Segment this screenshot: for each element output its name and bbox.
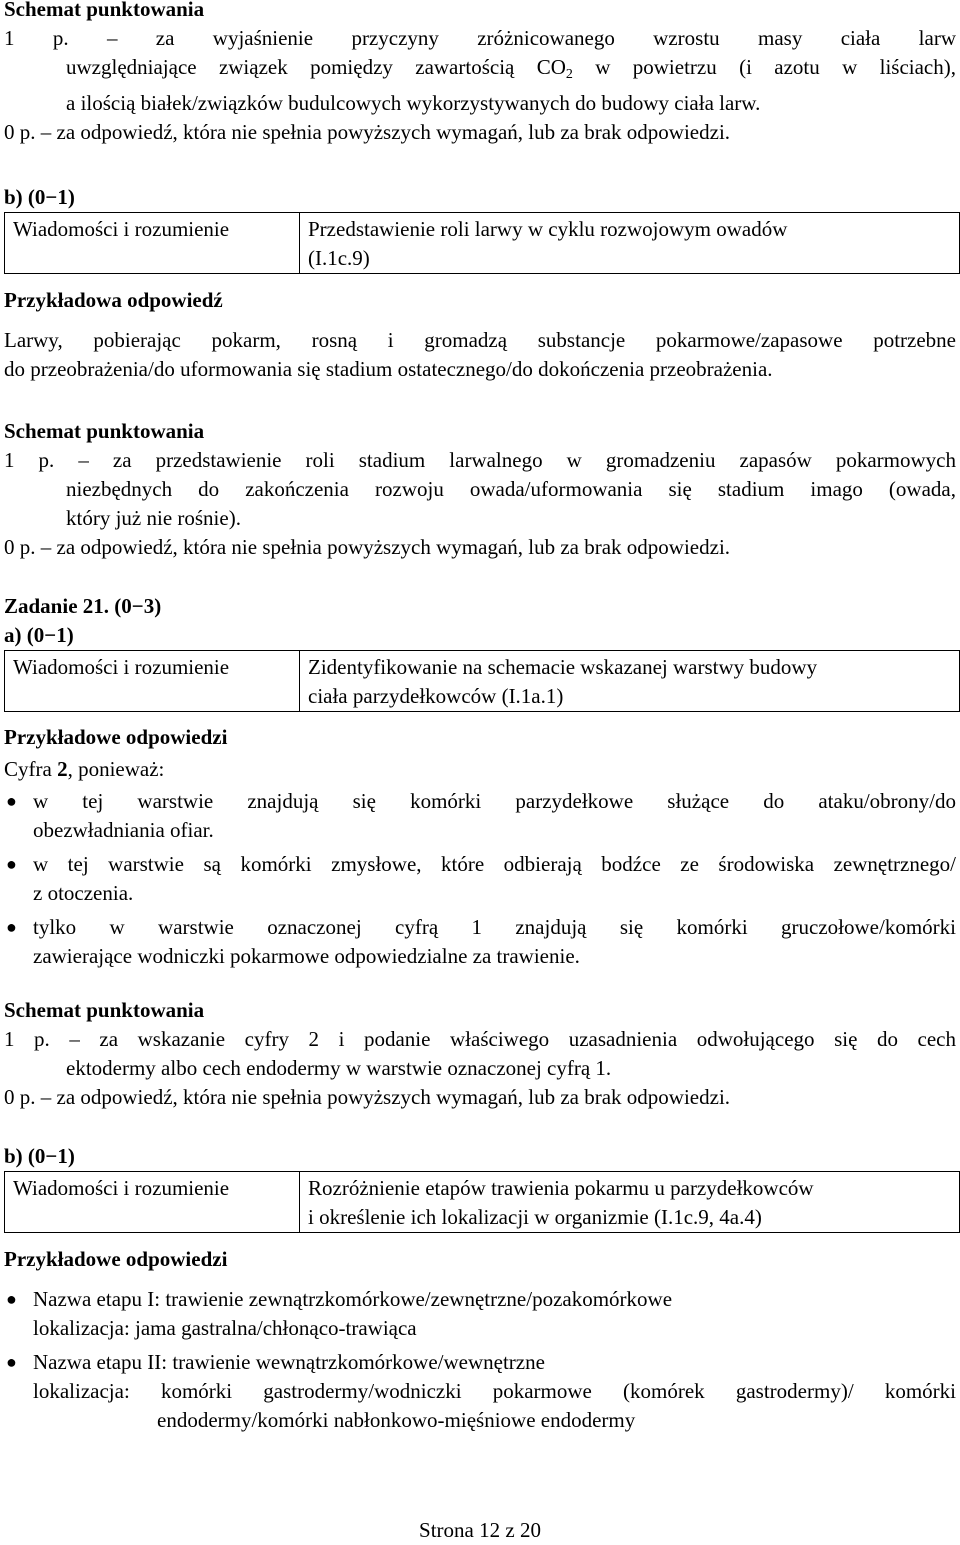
subtask-heading: a) (0−1)	[4, 623, 74, 647]
requirement-category: Wiadomości i rozumienie	[5, 1172, 300, 1233]
example-answer-heading: Przykładowa odpowiedź	[4, 288, 223, 312]
subtask-heading: b) (0−1)	[4, 1144, 75, 1168]
section-21b-answers	[4, 1245, 956, 1435]
section-21a-scoring	[4, 996, 956, 1112]
example-answers-heading: Przykładowe odpowiedzi	[4, 725, 228, 749]
example-answers-heading: Przykładowe odpowiedzi	[4, 1247, 228, 1271]
scoring-1p-line1: 1 p. – za przedstawienie roli stadium larwalnego w gromadzeniu zapasów pokarmowych	[4, 448, 956, 472]
section-21b	[4, 1142, 956, 1233]
task-heading: Zadanie 21. (0−3)	[4, 594, 162, 618]
stage-name: Nazwa etapu I: trawienie zewnątrzkomórkowe/zewnętrzne/pozakomórkowe	[33, 1287, 673, 1311]
example-answer-line2: do przeobrażenia/do uformowania się stadium ostatecznego/do dokończenia przeobrażenia.	[4, 357, 773, 381]
scoring-0p: 0 p. – za odpowiedź, która nie spełnia powyższych wymagań, lub za brak odpowiedzi.	[4, 120, 731, 144]
scoring-1p-line3: który już nie rośnie).	[66, 506, 241, 530]
requirements-table	[4, 650, 960, 712]
scoring-0p: 0 p. – za odpowiedź, która nie spełnia powyższych wymagań, lub za brak odpowiedzi.	[4, 535, 731, 559]
stage-name: Nazwa etapu II: trawienie wewnątrzkomórkowe/wewnętrzne	[33, 1350, 545, 1374]
bullet-icon: ●	[6, 854, 17, 874]
answer-bullet: ● w tej warstwie znajdują się komórki parzydełkowe służące do ataku/obrony/do obezwładniania ofiar.	[6, 789, 956, 842]
scoring-1p-line1: 1 p. – za wskazanie cyfry 2 i podanie właściwego uzasadnienia odwołującego się do cech	[4, 1027, 956, 1051]
answer-bullet-list	[4, 787, 956, 971]
requirement-description: Zidentyfikowanie na schemacie wskazanej warstwy budowy ciała parzydełkowców (I.1a.1)	[300, 651, 960, 712]
section-20b-answer	[4, 286, 956, 384]
answer-bullet: ● w tej warstwie są komórki zmysłowe, które odbierają bodźce ze środowiska zewnętrznego/ z otoczenia.	[6, 852, 956, 905]
section-20b-scoring	[4, 417, 956, 562]
section-20a-scoring	[4, 0, 956, 147]
answer-intro: Cyfra 2, ponieważ:	[4, 757, 165, 781]
requirements-table	[4, 212, 960, 274]
requirement-category: Wiadomości i rozumienie	[5, 213, 300, 274]
scoring-heading: Schemat punktowania	[4, 998, 205, 1022]
bullet-icon: ●	[6, 917, 17, 937]
scoring-0p: 0 p. – za odpowiedź, która nie spełnia powyższych wymagań, lub za brak odpowiedzi.	[4, 1085, 731, 1109]
bullet-icon: ●	[6, 1289, 17, 1309]
requirement-description: Przedstawienie roli larwy w cyklu rozwojowym owadów (I.1c.9)	[300, 213, 960, 274]
page-number-footer: Strona 12 z 20	[419, 1518, 541, 1542]
stage-list	[4, 1285, 956, 1435]
requirements-table	[4, 1171, 960, 1233]
requirement-category: Wiadomości i rozumienie	[5, 651, 300, 712]
bullet-icon: ●	[6, 1352, 17, 1372]
stage-item	[4, 1348, 956, 1435]
scoring-1p-continuation	[4, 53, 956, 118]
task-21-header	[4, 592, 956, 712]
stage-location-cont: endodermy/komórki nabłonkowo-mięśniowe endodermy	[157, 1408, 636, 1432]
stage-item	[4, 1285, 956, 1343]
bullet-icon: ●	[6, 791, 17, 811]
scoring-1p-line2: niezbędnych do zakończenia rozwoju owada/uformowania się stadium imago (owada,	[66, 477, 956, 501]
stage-location: lokalizacja: jama gastralna/chłonąco-trawiąca	[33, 1316, 417, 1340]
section-20b	[4, 183, 956, 274]
scoring-1p-line1: 1 p. – za wyjaśnienie przyczyny zróżnicowanego wzrostu masy ciała larw	[4, 26, 956, 50]
scoring-heading: Schemat punktowania	[4, 419, 205, 443]
stage-location: lokalizacja: komórki gastrodermy/wodniczki pokarmowe (komórek gastrodermy)/ komórki	[33, 1379, 956, 1403]
answer-bullet: ● tylko w warstwie oznaczonej cyfrą 1 znajdują się komórki gruczołowe/komórki zawierające wodniczki pokarmowe odpowiedzialne za trawienie.	[6, 915, 956, 968]
scoring-heading: Schemat punktowania	[4, 0, 205, 21]
scoring-1p-line2: ektodermy albo cech endodermy w warstwie oznaczonej cyfrą 1.	[66, 1056, 612, 1080]
example-answer-line1: Larwy, pobierając pokarm, rosną i gromadzą substancje pokarmowe/zapasowe potrzebne	[4, 328, 956, 352]
scoring-1p-line2: uwzględniające związek pomiędzy zawartością $CO_2$ w powietrzu (i azotu w liściach),	[66, 55, 956, 82]
requirement-description: Rozróżnienie etapów trawienia pokarmu u parzydełkowców i określenie ich lokalizacji w organizmie (I.1c.9, 4a.4)	[300, 1172, 960, 1233]
section-21a-answers	[4, 723, 956, 971]
scoring-1p-line3: a ilością białek/związków budulcowych wykorzystywanych do budowy ciała larw.	[66, 91, 761, 115]
subtask-heading: b) (0−1)	[4, 185, 75, 209]
